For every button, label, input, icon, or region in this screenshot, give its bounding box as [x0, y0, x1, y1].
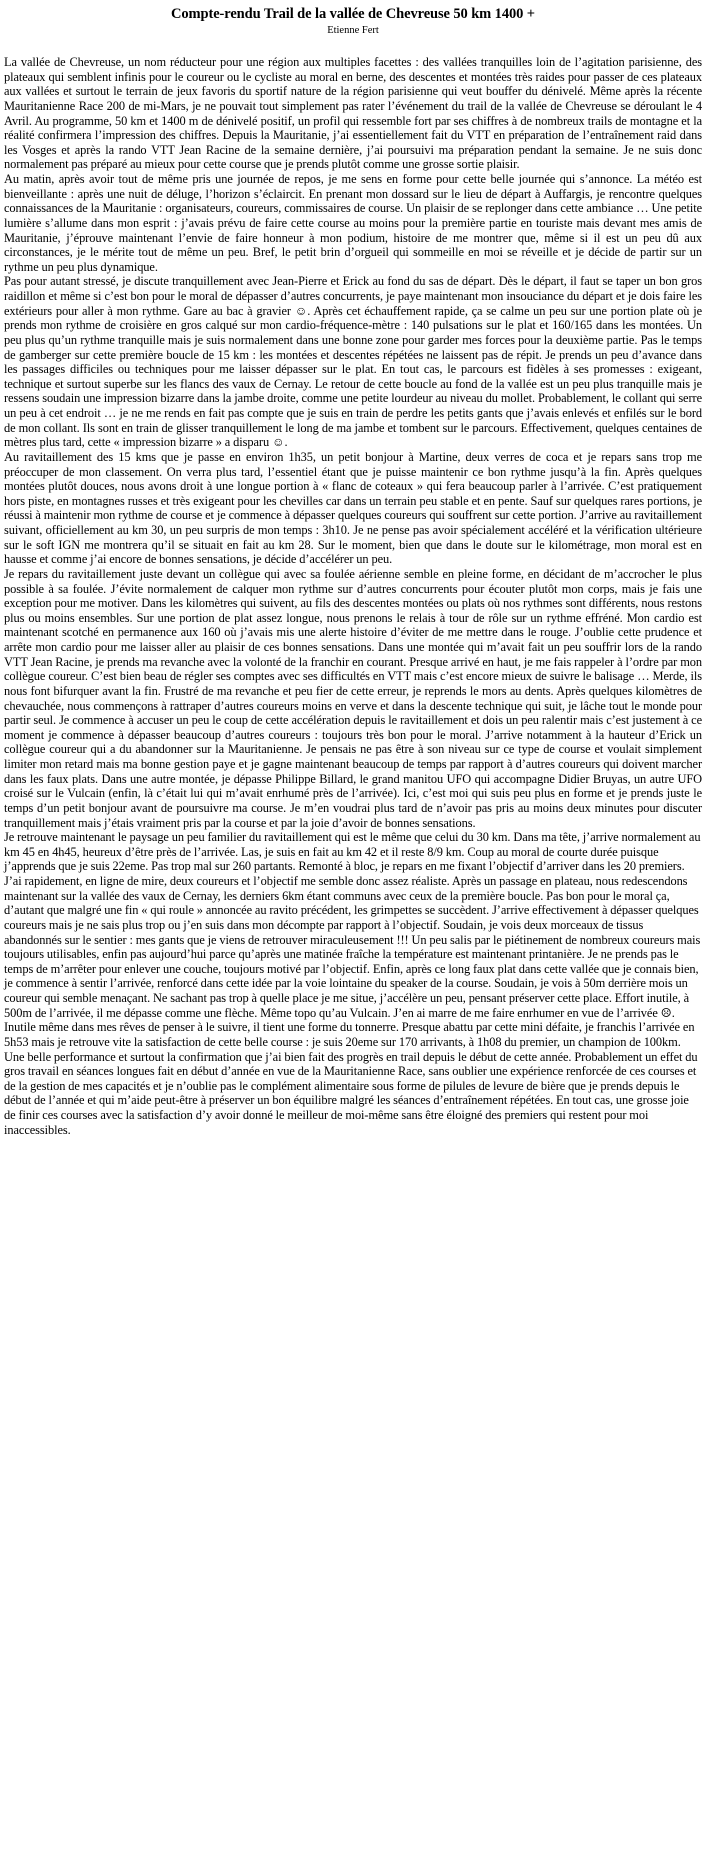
paragraph: Au ravitaillement des 15 kms que je passe en environ 1h35, un petit bonjour à Martine, deux verres de coca et je repars sans trop me préoccuper de mon classement. On verra plus tard, l’essentiel étant que je puisse maintenir ce bon rythme jusqu’à la fin. Après quelques montées plutôt douces, nous avons droit à une longue portion à « flanc de coteaux » qui fera beaucoup parler à l’arrivée. C’est pratiquement hors piste, en montagnes russes et très exigeant pour les chevilles car dans un terrain peu stable et en pente. Sauf sur quelques rares portions, je réussi à maintenir mon rythme de course et je commence à dépasser quelques coureurs qui souffrent sur cette portion. J’arrive au ravitaillement suivant, officiellement au km 30, un peu surpris de mon temps : 3h10. Je ne pense pas avoir spécialement accéléré et la vérification ultérieure sur le soft IGN me montrera qu’il se situait en fait au km 28. Sur le moment, bien que dans le doute sur le kilométrage, mon moral est en hausse et comme j’ai encore de bonnes sensations, je décide d’accélérer un peu. [4, 449, 702, 567]
page-title: Compte-rendu Trail de la vallée de Chevreuse 50 km 1400 + [171, 6, 535, 22]
paragraph: La vallée de Chevreuse, un nom réducteur pour une région aux multiples facettes : des vallées tranquilles loin de l’agitation parisienne, des plateaux qui semblent infinis pour le coureur ou le cycliste au moral en berne, des descentes et montées très raides pour passer de ces plateaux aux vallées et surtout le terrain de jeux favoris du sportif nature de la région parisienne qui veut bouffer du dénivelé. Même après la récente Mauritanienne Race 200 de mi-Mars, je ne pouvait tout simplement pas rater l’événement du trail de la vallée de Chevreuse se déroulant le 4 Avril. Au programme, 50 km et 1400 m de dénivelé positif, un profil qui ressemble fort par ses chiffres à de nombreux trails de montagne et la réalité confirmera l’impression des chiffres. Depuis la Mauritanie, j’ai essentiellement fait du VTT en préparation de l’entraînement raid dans les Vosges et après la rando VTT Jean Racine de la semaine dernière, j’ai poursuivi ma préparation pendant la semaine. Je ne suis donc normalement pas préparé au mieux pour cette course que je prends plutôt comme une grosse sortie plaisir. [4, 55, 702, 172]
paragraph: Au matin, après avoir tout de même pris une journée de repos, je me sens en forme pour cette belle journée qui s’annonce. La météo est bienveillante : après une nuit de déluge, l’horizon s’éclaircit. En prenant mon dossard sur le lieu de départ à Auffargis, je rencontre quelques connaissances de la Mauritanie : organisateurs, coureurs, commissaires de course. Un plaisir de se replonger dans cette ambiance … Une petite lumière s’allume dans mon esprit : j’avais prévu de faire cette course au moins pour la première partie en touriste mais devant mes amis de Mauritanie, j’éprouve maintenant l’envie de faire honneur à mon podium, histoire de me montrer que, même si il est un peu dû aux circonstances, je le mérite tout de même un peu. Bref, le petit brin d’orgueil qui sommeille en moi se réveille et je décide de partir sur un rythme un peu plus dynamique. [4, 172, 702, 274]
title-body-spacer [4, 37, 702, 55]
paragraph: Je repars du ravitaillement juste devant un collègue qui avec sa foulée aérienne semble en pleine forme, en décidant de m’accrocher le plus possible à sa foulée. J’évite normalement de calquer mon rythme sur d’autres concurrents pour écouter plutôt mon corps, mais je fais une exception pour me motiver. Dans les kilomètres qui suivent, au fils des descentes montées ou plats où nos rythmes sont différents, nous restons plus ou moins ensembles. Sur une portion de plat assez longue, nous prenons le relais à tour de rôle sur un rythme effréné. Mon cardio est maintenant scotché en permanence aux 160 où j’avais mis une alerte histoire d’éviter de me mettre dans le rouge. J’oublie cette prudence et arrête mon cardio pour me laisser aller au plaisir de ces bonnes sensations. Dans une montée qui m’avait fait un peu souffrir lors de la rando VTT Jean Racine, je prends ma revanche avec la volonté de la franchir en courant. Presque arrivé en haut, je me fais rappeler à l’ordre par mon collègue coureur. C’est bien beau de régler ses comptes avec ses difficultés en VTT mais c’est encore mieux de suivre le balisage … Merde, ils nous font bifurquer avant la fin. Frustré de ma revanche et peu fier de cette erreur, je reprends le mors au dents. Après quelques kilomètres de chevauchée, nous commençons à rattraper d’autres coureurs moins en verve et dans la descente technique qui suit, je lâche tout le monde pour partir seul. Je commence à accuser un peu le coup de cette accélération depuis le ravitaillement et dois un peu ralentir mais c’est justement à ce moment je commence à dépasser beaucoup d’autres coureurs : toujours très bon pour le moral. J’arrive notamment à la hauteur d’Erick un collègue coureur qui a du abandonner sur la Mauritanienne. Je pensais ne pas être à son niveau sur ce type de course et voulait simplement limiter mon retard mais ma bonne gestion paye et je gagne maintenant beaucoup de temps par rapport à d’autres coureurs qui doivent marcher dans les faux plats. Dans une autre montée, je dépasse Philippe Billard, le grand manitou UFO qui accompagne Didier Bruyas, un autre UFO croisé sur le Vulcain (enfin, là c’était lui qui m’avait enrhumé près de l’arrivée). Ici, c’est moi qui suis peu plus en forme et je prends juste le temps d’un petit bonjour avant de poursuivre ma course. Je m’en voudrai plus tard de n’avoir pas pris au moins deux minutes pour discuter tranquillement mais j’étais vraiment pris par la course et par la joie d’avoir de bonnes sensations. [4, 566, 702, 830]
paragraph: Je retrouve maintenant le paysage un peu familier du ravitaillement qui est le même que celui du 30 km. Dans ma tête, j’arrive normalement au km 45 en 4h45, heureux d’être près de l’arrivée. Las, je suis en fait au km 42 et il reste 8/9 km. Coup au moral de courte durée puisque j’apprends que je suis 22eme. Pas trop mal sur 260 partants. Remonté à bloc, je repars en me fixant l’objectif d’arriver dans les 20 premiers. J’ai rapidement, en ligne de mire, deux coureurs et l’objectif me semble donc assez réaliste. Après un passage en plateau, nous redescendons maintenant sur la vallée des vaux de Cernay, les derniers 6km étant communs avec ceux de la première boucle. Pas bon pour le moral ça, d’autant que malgré une fin « qui roule » annoncée au ravito précédent, les grimpettes se succèdent. J’arrive effectivement à dépasser quelques coureurs mais je ne sais plus trop ou j’en suis dans mon décompte par rapport à l’objectif. Soudain, je vois deux morceaux de tissus abandonnés sur le sentier : mes gants que je viens de retrouver miraculeusement !!! Un peu salis par le piétinement de nombreux coureurs mais toujours utilisables, enfin pas aujourd’hui parce qu’après une matinée fraîche la température est maintenant printanière. Je ne prends pas le temps de m’arrêter pour enlever une couche, toujours motivé par l’objectif. Enfin, après ce long faux plat dans cette vallée que je connais bien, je commence à sentir l’arrivée, renforcé dans cette idée par la voie lointaine du speaker de la course. Soudain, je vois à 50m derrière mois un coureur qui semble menaçant. Ne sachant pas trop à quelle place je me situe, j’accélère un peu, pensant préserver cette place. Effort inutile, à 500m de l’arrivée, il me dépasse comme une flèche. Même topo qu’au Vulcain. J’en ai marre de me faire enrhumer en vue de l’arrivée ☹. Inutile même dans mes rêves de penser à le suivre, il tient une forme du tonnerre. Presque abattu par cette mini défaite, je franchis l’arrivée en 5h53 mais je retrouve vite la satisfaction de cette belle course : je suis 20eme sur 170 arrivants, à 1h08 du premier, un champion de 100km. Une belle performance et surtout la confirmation que j’ai bien fait des progrès en trail depuis le début de cette année. Probablement un effet du gros travail en séances longues fait en début d’année en vue de la Mauritanienne Race, sans oublier une expérience renforcée de ces courses et de la gestion de mes capacités et je n’oublie pas le complément alimentaire sous forme de pilules de levure de bière que je prends depuis le début de l’année et qui m’aide peut-être à préserver un bon équilibre malgré les séances d’entraînement répétées. En tout cas, une grosse joie de finir ces courses avec la satisfaction d’y avoir donné le meilleur de moi-même sans être éloigné des premiers qui restent pour moi inaccessibles. [4, 830, 701, 1137]
document-body [4, 55, 702, 1137]
paragraph: Pas pour autant stressé, je discute tranquillement avec Jean-Pierre et Erick au fond du sas de départ. Dès le départ, il faut se taper un bon gros raidillon et même si c’est bon pour le moral de dépasser d’autres concurrents, je paye maintenant mon insouciance du départ et je dois faire les extérieurs pour aller à mon rythme. Gare au bac à gravier ☺. Après cet échauffement rapide, ça se calme un peu sur une portion plate où je prends mon rythme de croisière en gros calqué sur mon cardio-fréquence-mètre : 140 pulsations sur le plat et 160/165 dans les montées. Un peu plus qu’un rythme tranquille mais je suis normalement dans une bonne zone pour garder mes forces pour la deuxième partie. Pas le temps de gamberger sur cette première boucle de 15 km : les montées et descentes répétées ne laissent pas de répit. Je prends un peu d’avance dans les passages difficiles ou techniques pour me laisser dépasser sur le plat. En tout cas, le parcours est fidèles à ses promesses : exigeant, technique et surtout superbe sur les flancs des vaux de Cernay. Le retour de cette boucle au fond de la vallée est un peu plus tranquille mais je ressens soudain une impression bizarre dans la jambe droite, comme une petite lourdeur au niveau du mollet. Probablement, le collant qui serre un peu à cet endroit … je ne me rends en fait pas compte que je suis en train de perdre les petits gants que j’avais enlevés et enfilés sur le bord de mon collant. Ils sont en train de glisser tranquillement le long de ma jambe et tombent sur le parcours. Effectivement, quelques centaines de mètres plus tard, cette « impression bizarre » a disparu ☺. [4, 274, 702, 450]
document-author: Etienne Fert [327, 25, 379, 36]
